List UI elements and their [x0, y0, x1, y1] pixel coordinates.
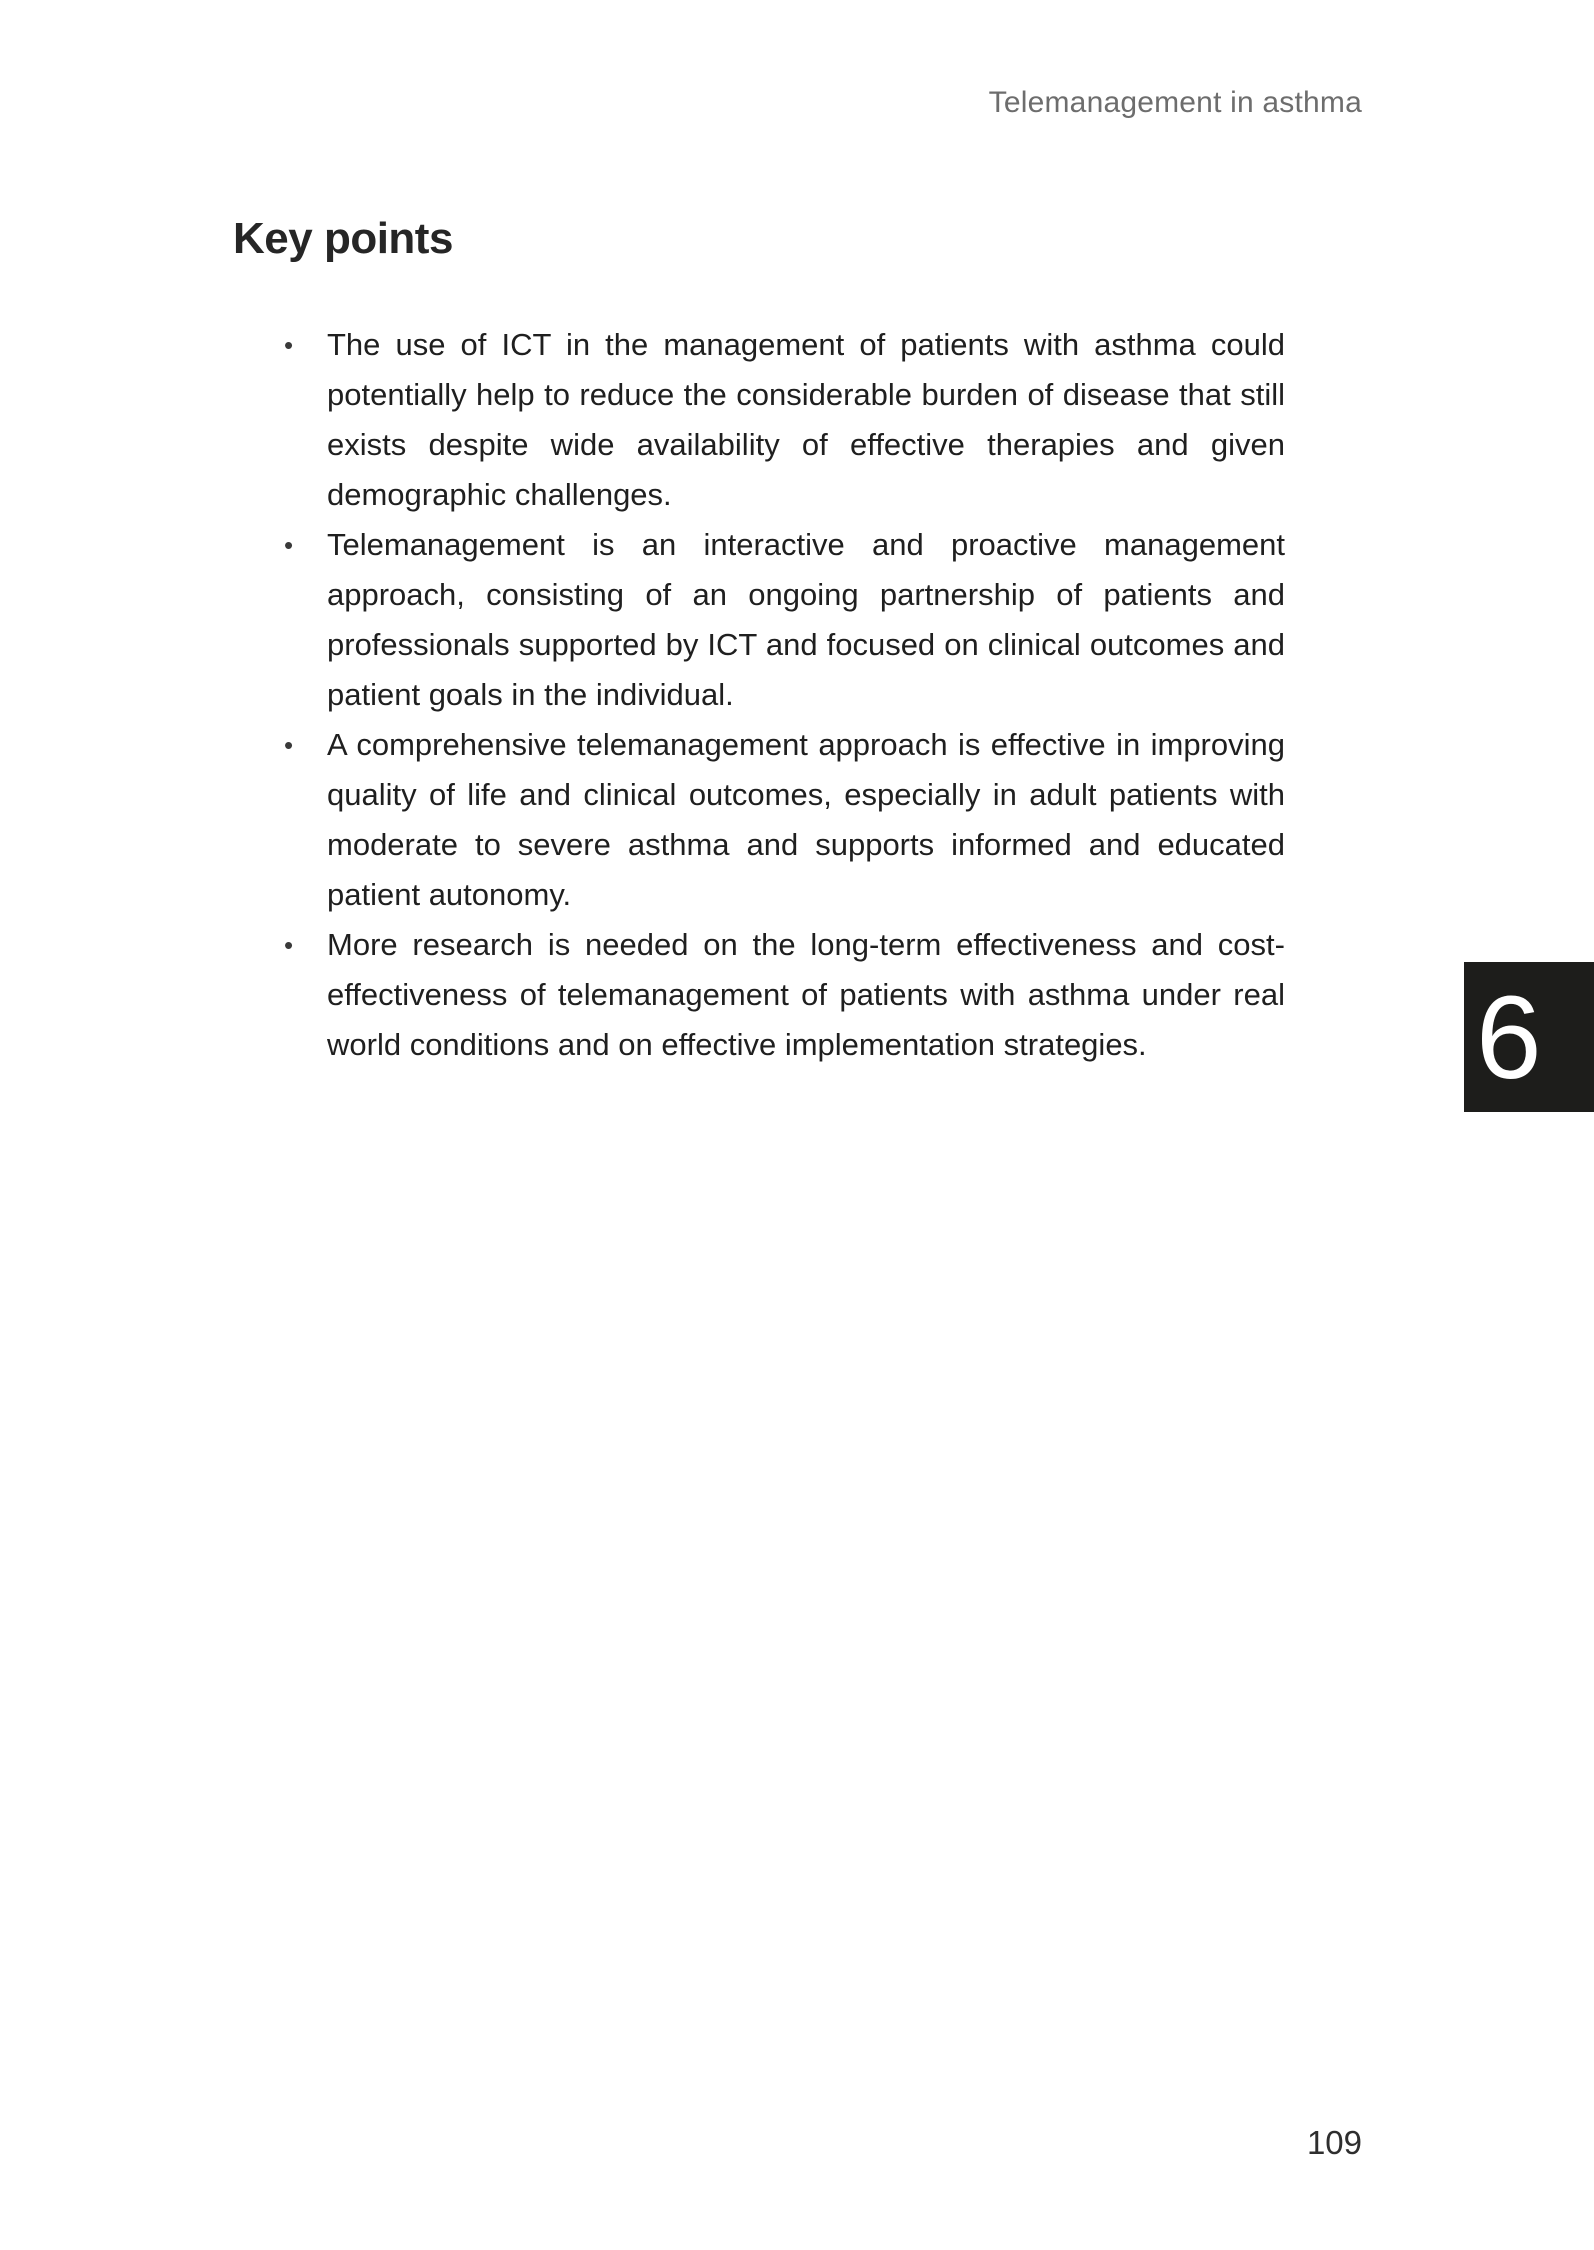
bullet-icon: • [284, 330, 294, 360]
key-point-text: More research is needed on the long-term effectiveness and cost-effectiveness of telemanagement of patients with asthma under real world conditions and on effective implementation strategies. [327, 927, 1285, 1062]
section-heading: Key points [233, 214, 453, 263]
key-points-list [282, 320, 1285, 1070]
key-point-item [282, 720, 1285, 920]
chapter-tab [1464, 962, 1594, 1112]
bullet-icon: • [284, 730, 294, 760]
key-point-item [282, 320, 1285, 520]
key-point-text: Telemanagement is an interactive and proactive management approach, consisting of an ongoing partnership of patients and professionals supported by ICT and focused on clinical outcomes and patient goals in the individual. [327, 527, 1285, 712]
running-header: Telemanagement in asthma [988, 86, 1362, 119]
key-point-text: A comprehensive telemanagement approach is effective in improving quality of life and clinical outcomes, especially in adult patients with moderate to severe asthma and supports informed and educated patient autonomy. [327, 727, 1285, 912]
chapter-number: 6 [1476, 972, 1542, 1104]
key-point-item [282, 520, 1285, 720]
bullet-icon: • [284, 930, 294, 960]
key-point-text: The use of ICT in the management of patients with asthma could potentially help to reduce the considerable burden of disease that still exists despite wide availability of effective therapies and given demographic challenges. [327, 327, 1285, 512]
bullet-icon: • [284, 530, 294, 560]
page-number: 109 [1306, 2124, 1362, 2161]
key-point-item [282, 920, 1285, 1070]
